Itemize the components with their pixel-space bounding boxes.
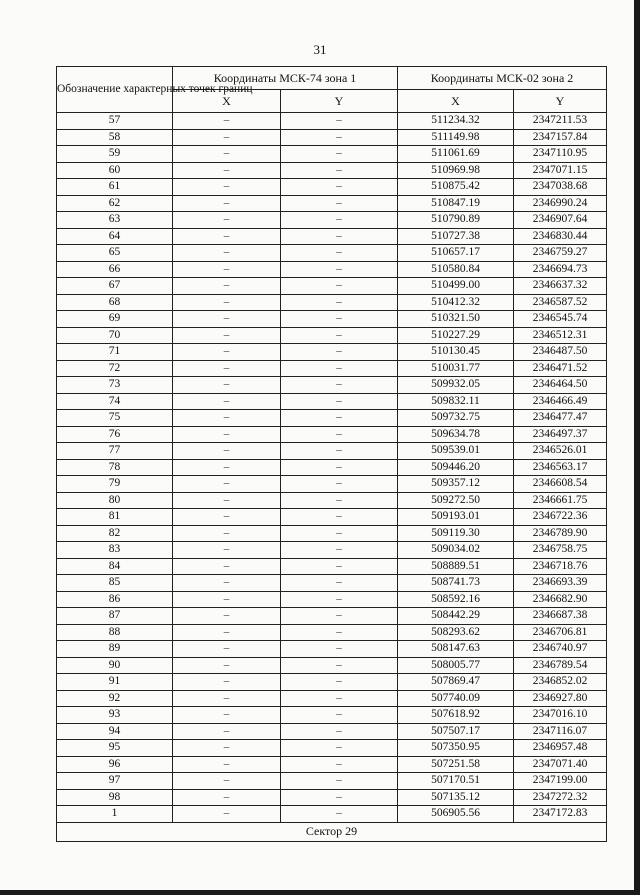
msk02-x-cell: 509446.20 xyxy=(398,459,514,476)
msk74-x-cell: – xyxy=(173,492,281,509)
msk74-x-cell: – xyxy=(173,773,281,790)
msk02-x-cell: 509634.78 xyxy=(398,426,514,443)
msk74-y-cell: – xyxy=(281,410,398,427)
msk74-y-cell: – xyxy=(281,228,398,245)
msk74-y-cell: – xyxy=(281,740,398,757)
point-number-cell: 81 xyxy=(57,509,173,526)
table-row xyxy=(57,509,607,526)
msk02-x-cell: 508005.77 xyxy=(398,657,514,674)
msk74-x-cell: – xyxy=(173,410,281,427)
table-row xyxy=(57,707,607,724)
msk02-y-cell: 2346497.37 xyxy=(514,426,607,443)
table-row xyxy=(57,806,607,823)
msk02-y-cell: 2346464.50 xyxy=(514,377,607,394)
msk02-x-cell: 508592.16 xyxy=(398,591,514,608)
point-number-cell: 83 xyxy=(57,542,173,559)
msk74-y-cell: – xyxy=(281,690,398,707)
table-row xyxy=(57,212,607,229)
table-row xyxy=(57,641,607,658)
msk74-x-cell: – xyxy=(173,311,281,328)
point-number-cell: 60 xyxy=(57,162,173,179)
table-row xyxy=(57,542,607,559)
page-number: 31 xyxy=(313,42,327,57)
msk74-y-cell: – xyxy=(281,344,398,361)
msk74-x-cell: – xyxy=(173,624,281,641)
coordinates-table xyxy=(56,66,607,842)
msk74-x-cell: – xyxy=(173,245,281,262)
msk02-x-cell: 510727.38 xyxy=(398,228,514,245)
msk74-x-cell: – xyxy=(173,525,281,542)
table-row xyxy=(57,476,607,493)
table-row xyxy=(57,410,607,427)
table-row xyxy=(57,443,607,460)
msk74-x-cell: – xyxy=(173,707,281,724)
table-row xyxy=(57,327,607,344)
msk74-x-cell: – xyxy=(173,443,281,460)
msk74-y-cell: – xyxy=(281,113,398,130)
table-row xyxy=(57,195,607,212)
point-number-cell: 90 xyxy=(57,657,173,674)
msk74-x-cell: – xyxy=(173,575,281,592)
msk74-y-cell: – xyxy=(281,426,398,443)
msk74-x-cell: – xyxy=(173,393,281,410)
header-msk74-x: X xyxy=(173,90,281,113)
msk74-x-cell: – xyxy=(173,723,281,740)
point-number-cell: 69 xyxy=(57,311,173,328)
table-row xyxy=(57,608,607,625)
msk02-x-cell: 509932.05 xyxy=(398,377,514,394)
msk02-y-cell: 2346512.31 xyxy=(514,327,607,344)
table-row xyxy=(57,294,607,311)
header-msk02-x: X xyxy=(398,90,514,113)
msk74-x-cell: – xyxy=(173,608,281,625)
msk02-x-cell: 507251.58 xyxy=(398,756,514,773)
msk74-y-cell: – xyxy=(281,459,398,476)
point-number-cell: 75 xyxy=(57,410,173,427)
msk74-y-cell: – xyxy=(281,179,398,196)
msk02-x-cell: 508889.51 xyxy=(398,558,514,575)
msk02-y-cell: 2346957.48 xyxy=(514,740,607,757)
msk02-y-cell: 2346661.75 xyxy=(514,492,607,509)
msk02-x-cell: 510847.19 xyxy=(398,195,514,212)
point-number-cell: 86 xyxy=(57,591,173,608)
table-row xyxy=(57,690,607,707)
msk74-y-cell: – xyxy=(281,575,398,592)
msk74-y-cell: – xyxy=(281,261,398,278)
msk02-y-cell: 2347157.84 xyxy=(514,129,607,146)
table-row xyxy=(57,245,607,262)
msk02-y-cell: 2346471.52 xyxy=(514,360,607,377)
msk74-x-cell: – xyxy=(173,113,281,130)
msk02-y-cell: 2347071.15 xyxy=(514,162,607,179)
msk02-y-cell: 2346852.02 xyxy=(514,674,607,691)
table-row xyxy=(57,492,607,509)
table-row xyxy=(57,393,607,410)
table-row xyxy=(57,773,607,790)
table-row xyxy=(57,591,607,608)
point-number-cell: 82 xyxy=(57,525,173,542)
point-number-cell: 73 xyxy=(57,377,173,394)
msk74-y-cell: – xyxy=(281,789,398,806)
point-number-cell: 63 xyxy=(57,212,173,229)
msk02-x-cell: 507350.95 xyxy=(398,740,514,757)
msk74-y-cell: – xyxy=(281,773,398,790)
msk74-y-cell: – xyxy=(281,806,398,823)
msk74-x-cell: – xyxy=(173,459,281,476)
point-number-cell: 80 xyxy=(57,492,173,509)
msk74-y-cell: – xyxy=(281,195,398,212)
msk02-x-cell: 507618.92 xyxy=(398,707,514,724)
msk74-x-cell: – xyxy=(173,674,281,691)
msk74-y-cell: – xyxy=(281,608,398,625)
point-number-cell: 67 xyxy=(57,278,173,295)
msk02-x-cell: 510875.42 xyxy=(398,179,514,196)
point-number-cell: 98 xyxy=(57,789,173,806)
table-row xyxy=(57,344,607,361)
msk02-x-cell: 508442.29 xyxy=(398,608,514,625)
msk74-x-cell: – xyxy=(173,756,281,773)
msk02-y-cell: 2347071.40 xyxy=(514,756,607,773)
msk02-y-cell: 2346789.90 xyxy=(514,525,607,542)
point-number-cell: 61 xyxy=(57,179,173,196)
point-number-cell: 66 xyxy=(57,261,173,278)
msk74-x-cell: – xyxy=(173,294,281,311)
point-number-cell: 97 xyxy=(57,773,173,790)
msk02-y-cell: 2347116.07 xyxy=(514,723,607,740)
msk02-x-cell: 507135.12 xyxy=(398,789,514,806)
table-row xyxy=(57,624,607,641)
point-number-cell: 89 xyxy=(57,641,173,658)
table-row xyxy=(57,426,607,443)
msk02-y-cell: 2346990.24 xyxy=(514,195,607,212)
msk02-x-cell: 507869.47 xyxy=(398,674,514,691)
point-number-cell: 72 xyxy=(57,360,173,377)
msk74-x-cell: – xyxy=(173,690,281,707)
msk02-x-cell: 510790.89 xyxy=(398,212,514,229)
msk74-y-cell: – xyxy=(281,393,398,410)
msk74-x-cell: – xyxy=(173,162,281,179)
msk74-y-cell: – xyxy=(281,327,398,344)
msk02-x-cell: 507740.09 xyxy=(398,690,514,707)
msk02-x-cell: 509193.01 xyxy=(398,509,514,526)
msk02-y-cell: 2346608.54 xyxy=(514,476,607,493)
point-number-cell: 92 xyxy=(57,690,173,707)
msk02-x-cell: 509732.75 xyxy=(398,410,514,427)
msk74-x-cell: – xyxy=(173,179,281,196)
table-row xyxy=(57,740,607,757)
table-row xyxy=(57,525,607,542)
msk74-x-cell: – xyxy=(173,212,281,229)
msk02-x-cell: 508147.63 xyxy=(398,641,514,658)
msk74-y-cell: – xyxy=(281,146,398,163)
table-row xyxy=(57,261,607,278)
point-number-cell: 1 xyxy=(57,806,173,823)
msk74-x-cell: – xyxy=(173,476,281,493)
point-number-cell: 88 xyxy=(57,624,173,641)
header-msk02-y: Y xyxy=(514,90,607,113)
point-number-cell: 93 xyxy=(57,707,173,724)
msk02-y-cell: 2346907.64 xyxy=(514,212,607,229)
msk02-y-cell: 2346718.76 xyxy=(514,558,607,575)
msk02-y-cell: 2347038.68 xyxy=(514,179,607,196)
msk02-x-cell: 509539.01 xyxy=(398,443,514,460)
sector-label: Сектор 29 xyxy=(57,822,607,841)
table-row xyxy=(57,311,607,328)
msk02-y-cell: 2346693.39 xyxy=(514,575,607,592)
point-number-cell: 84 xyxy=(57,558,173,575)
msk02-y-cell: 2346477.47 xyxy=(514,410,607,427)
scan-edge xyxy=(0,890,640,895)
msk74-y-cell: – xyxy=(281,525,398,542)
msk02-x-cell: 509357.12 xyxy=(398,476,514,493)
msk02-x-cell: 511149.98 xyxy=(398,129,514,146)
msk02-x-cell: 510130.45 xyxy=(398,344,514,361)
msk02-y-cell: 2346740.97 xyxy=(514,641,607,658)
msk02-y-cell: 2346526.01 xyxy=(514,443,607,460)
msk02-y-cell: 2347016.10 xyxy=(514,707,607,724)
msk02-x-cell: 509119.30 xyxy=(398,525,514,542)
point-number-cell: 70 xyxy=(57,327,173,344)
table-row xyxy=(57,179,607,196)
msk74-x-cell: – xyxy=(173,641,281,658)
table-row xyxy=(57,228,607,245)
msk74-y-cell: – xyxy=(281,558,398,575)
msk74-x-cell: – xyxy=(173,426,281,443)
msk74-x-cell: – xyxy=(173,261,281,278)
header-msk02-zone2: Координаты МСК-02 зона 2 xyxy=(398,67,607,90)
msk02-y-cell: 2346789.54 xyxy=(514,657,607,674)
header-point-designation: Обозначение характерных точек границ xyxy=(57,67,173,113)
msk74-x-cell: – xyxy=(173,377,281,394)
msk02-x-cell: 511234.32 xyxy=(398,113,514,130)
point-number-cell: 65 xyxy=(57,245,173,262)
msk02-y-cell: 2346706.81 xyxy=(514,624,607,641)
msk74-x-cell: – xyxy=(173,509,281,526)
msk74-x-cell: – xyxy=(173,228,281,245)
msk74-y-cell: – xyxy=(281,624,398,641)
msk02-x-cell: 510580.84 xyxy=(398,261,514,278)
point-number-cell: 91 xyxy=(57,674,173,691)
msk02-y-cell: 2346694.73 xyxy=(514,261,607,278)
msk02-y-cell: 2347272.32 xyxy=(514,789,607,806)
msk02-y-cell: 2346830.44 xyxy=(514,228,607,245)
msk74-x-cell: – xyxy=(173,591,281,608)
msk02-x-cell: 510031.77 xyxy=(398,360,514,377)
msk74-y-cell: – xyxy=(281,591,398,608)
point-number-cell: 62 xyxy=(57,195,173,212)
msk74-y-cell: – xyxy=(281,723,398,740)
msk02-x-cell: 508741.73 xyxy=(398,575,514,592)
point-number-cell: 79 xyxy=(57,476,173,493)
msk74-x-cell: – xyxy=(173,558,281,575)
msk74-y-cell: – xyxy=(281,657,398,674)
msk74-y-cell: – xyxy=(281,162,398,179)
msk02-y-cell: 2346687.38 xyxy=(514,608,607,625)
msk74-x-cell: – xyxy=(173,657,281,674)
msk02-y-cell: 2346587.52 xyxy=(514,294,607,311)
msk02-x-cell: 510969.98 xyxy=(398,162,514,179)
msk74-y-cell: – xyxy=(281,311,398,328)
msk02-y-cell: 2347172.83 xyxy=(514,806,607,823)
msk74-x-cell: – xyxy=(173,740,281,757)
msk74-x-cell: – xyxy=(173,146,281,163)
msk02-x-cell: 511061.69 xyxy=(398,146,514,163)
msk74-y-cell: – xyxy=(281,492,398,509)
point-number-cell: 87 xyxy=(57,608,173,625)
msk74-y-cell: – xyxy=(281,245,398,262)
table-row xyxy=(57,146,607,163)
msk02-y-cell: 2346759.27 xyxy=(514,245,607,262)
msk02-x-cell: 509832.11 xyxy=(398,393,514,410)
table-row xyxy=(57,575,607,592)
table-row xyxy=(57,789,607,806)
point-number-cell: 78 xyxy=(57,459,173,476)
msk02-y-cell: 2346563.17 xyxy=(514,459,607,476)
msk02-x-cell: 510412.32 xyxy=(398,294,514,311)
msk02-x-cell: 508293.62 xyxy=(398,624,514,641)
msk02-y-cell: 2346722.36 xyxy=(514,509,607,526)
header-msk74-y: Y xyxy=(281,90,398,113)
msk74-y-cell: – xyxy=(281,674,398,691)
table-body xyxy=(57,113,607,823)
point-number-cell: 74 xyxy=(57,393,173,410)
msk02-x-cell: 510227.29 xyxy=(398,327,514,344)
msk74-x-cell: – xyxy=(173,344,281,361)
table-row xyxy=(57,377,607,394)
point-number-cell: 64 xyxy=(57,228,173,245)
msk02-x-cell: 507170.51 xyxy=(398,773,514,790)
msk74-x-cell: – xyxy=(173,360,281,377)
table-row xyxy=(57,360,607,377)
msk02-y-cell: 2347211.53 xyxy=(514,113,607,130)
msk74-x-cell: – xyxy=(173,789,281,806)
msk02-y-cell: 2346682.90 xyxy=(514,591,607,608)
header-msk74-zone1: Координаты МСК-74 зона 1 xyxy=(173,67,398,90)
msk74-y-cell: – xyxy=(281,212,398,229)
point-number-cell: 76 xyxy=(57,426,173,443)
msk74-y-cell: – xyxy=(281,278,398,295)
table-row xyxy=(57,278,607,295)
point-number-cell: 95 xyxy=(57,740,173,757)
point-number-cell: 57 xyxy=(57,113,173,130)
msk74-x-cell: – xyxy=(173,327,281,344)
msk02-y-cell: 2346758.75 xyxy=(514,542,607,559)
msk02-x-cell: 510321.50 xyxy=(398,311,514,328)
msk74-y-cell: – xyxy=(281,509,398,526)
msk74-x-cell: – xyxy=(173,542,281,559)
msk02-y-cell: 2347199.00 xyxy=(514,773,607,790)
point-number-cell: 68 xyxy=(57,294,173,311)
msk74-x-cell: – xyxy=(173,806,281,823)
msk74-y-cell: – xyxy=(281,756,398,773)
msk02-y-cell: 2346637.32 xyxy=(514,278,607,295)
point-number-cell: 58 xyxy=(57,129,173,146)
msk02-x-cell: 506905.56 xyxy=(398,806,514,823)
msk74-y-cell: – xyxy=(281,129,398,146)
msk74-x-cell: – xyxy=(173,129,281,146)
table-row xyxy=(57,657,607,674)
msk74-y-cell: – xyxy=(281,707,398,724)
table-row xyxy=(57,723,607,740)
point-number-cell: 59 xyxy=(57,146,173,163)
msk02-y-cell: 2346487.50 xyxy=(514,344,607,361)
msk74-y-cell: – xyxy=(281,641,398,658)
msk74-y-cell: – xyxy=(281,476,398,493)
msk02-x-cell: 507507.17 xyxy=(398,723,514,740)
point-number-cell: 94 xyxy=(57,723,173,740)
msk02-y-cell: 2346545.74 xyxy=(514,311,607,328)
point-number-cell: 85 xyxy=(57,575,173,592)
msk74-y-cell: – xyxy=(281,360,398,377)
point-number-cell: 71 xyxy=(57,344,173,361)
msk74-y-cell: – xyxy=(281,542,398,559)
table-row xyxy=(57,129,607,146)
msk02-x-cell: 509272.50 xyxy=(398,492,514,509)
point-number-cell: 96 xyxy=(57,756,173,773)
table-row xyxy=(57,756,607,773)
point-number-cell: 77 xyxy=(57,443,173,460)
table-row xyxy=(57,162,607,179)
msk02-y-cell: 2347110.95 xyxy=(514,146,607,163)
msk74-y-cell: – xyxy=(281,377,398,394)
msk74-x-cell: – xyxy=(173,195,281,212)
table-row xyxy=(57,459,607,476)
msk02-y-cell: 2346466.49 xyxy=(514,393,607,410)
msk02-y-cell: 2346927.80 xyxy=(514,690,607,707)
msk02-x-cell: 510657.17 xyxy=(398,245,514,262)
scan-edge xyxy=(634,0,640,895)
table-row xyxy=(57,558,607,575)
msk74-y-cell: – xyxy=(281,443,398,460)
table-row xyxy=(57,674,607,691)
msk02-x-cell: 510499.00 xyxy=(398,278,514,295)
table-row xyxy=(57,113,607,130)
msk74-x-cell: – xyxy=(173,278,281,295)
msk74-y-cell: – xyxy=(281,294,398,311)
msk02-x-cell: 509034.02 xyxy=(398,542,514,559)
